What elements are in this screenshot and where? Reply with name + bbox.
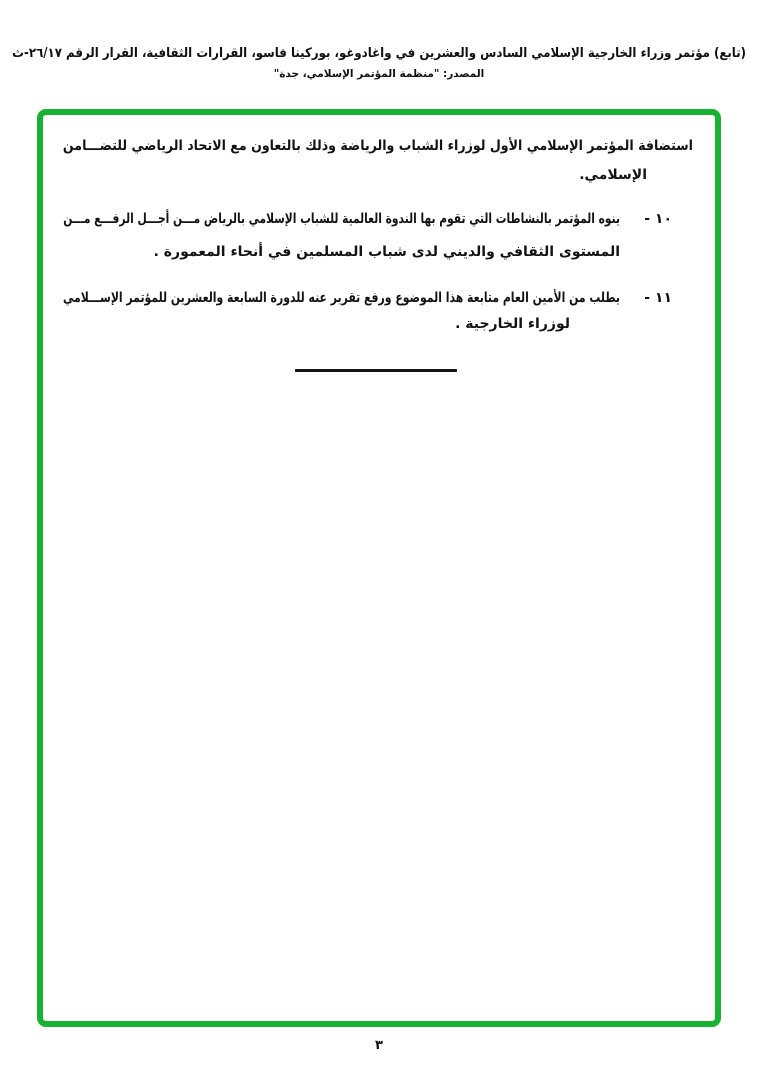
intro-paragraph-line2: الإسلامي. xyxy=(579,167,647,183)
page-header xyxy=(12,46,746,80)
resolution-border xyxy=(37,109,721,1027)
item-11-number: ١١ - xyxy=(644,290,672,306)
item-10-text-line2: المستوى الثقافي والديني لدى شباب المسلمين في أنحاء المعمورة . xyxy=(153,244,620,260)
item-10-number: ١٠ - xyxy=(644,211,672,227)
item-10-text-line1: ينوه المؤتمر بالنشاطات التي تقوم بها الندوة العالمية للشباب الإسلامي بالرياض مـــن أجـــل الرفـــع مـــن xyxy=(63,211,621,227)
item-11-text-line2: لوزراء الخارجية . xyxy=(455,316,570,332)
intro-paragraph-line1: استضافة المؤتمر الإسلامي الأول لوزراء الشباب والرياضة وذلك بالتعاون مع الاتحاد الرياضي للتضـــامن xyxy=(62,138,693,154)
document-title: (تابع) مؤتمر وزراء الخارجية الإسلامي السادس والعشرين في واغادوغو، بوركينا فاسو، القرارات الثقافية، القرار الرقم ٢٦/١٧-ث xyxy=(12,46,746,61)
source-line: المصدر: "منظمة المؤتمر الإسلامي، جدة" xyxy=(273,68,485,80)
separator-line xyxy=(295,369,457,372)
item-11-text-line1: يطلب من الأمين العام متابعة هذا الموضوع ورفع تقرير عنه للدورة السابعة والعشرين للمؤتمر الإســـلامي xyxy=(63,290,621,306)
page-number: ٣ xyxy=(375,1038,383,1053)
